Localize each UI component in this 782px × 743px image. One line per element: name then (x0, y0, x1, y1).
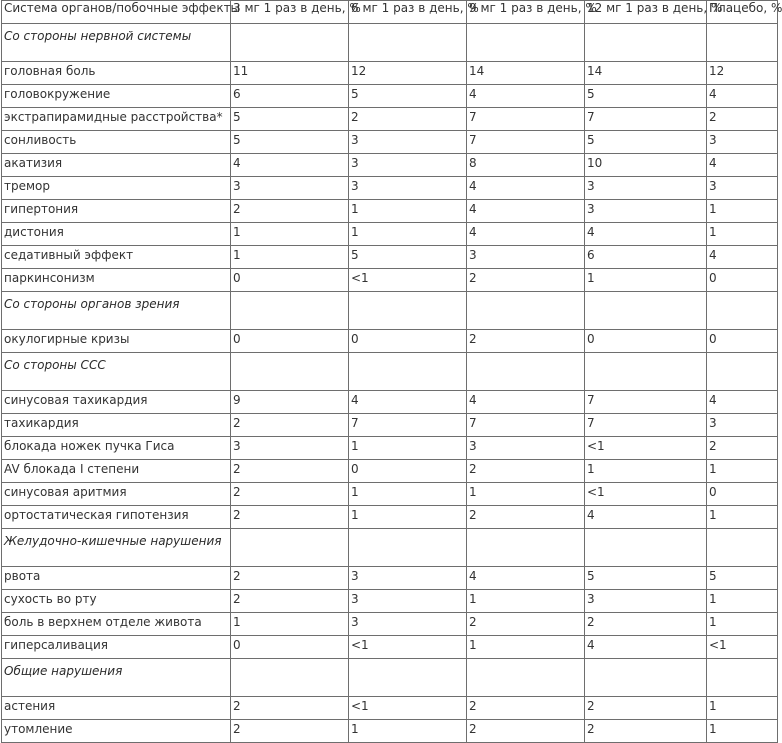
section-title: Со стороны нервной системы (2, 24, 231, 62)
value-9mg-cell: 4 (467, 200, 585, 223)
section-empty-cell (585, 659, 707, 697)
value-9mg-cell: 7 (467, 414, 585, 437)
effect-name-cell: дистония (2, 223, 231, 246)
value-3mg-cell: 3 (231, 437, 349, 460)
value-3mg-cell: 2 (231, 200, 349, 223)
table-row (2, 460, 778, 483)
section-empty-cell (707, 24, 778, 62)
effect-name-cell: AV блокада I степени (2, 460, 231, 483)
value-3mg-cell: 9 (231, 391, 349, 414)
effect-name-cell: экстрапирамидные расстройства* (2, 108, 231, 131)
header-cell-3mg: 3 мг 1 раз в день, % (231, 1, 349, 24)
value-placebo-cell: 1 (707, 506, 778, 529)
effect-name-cell: окулогирные кризы (2, 330, 231, 353)
value-9mg-cell: 2 (467, 720, 585, 743)
section-empty-cell (231, 353, 349, 391)
value-12mg-cell: 3 (585, 177, 707, 200)
section-row (2, 659, 778, 697)
section-empty-cell (585, 24, 707, 62)
value-6mg-cell: 4 (349, 391, 467, 414)
value-6mg-cell: 7 (349, 414, 467, 437)
value-6mg-cell: <1 (349, 636, 467, 659)
section-empty-cell (349, 353, 467, 391)
value-placebo-cell: <1 (707, 636, 778, 659)
table-row (2, 177, 778, 200)
effect-name-cell: рвота (2, 567, 231, 590)
value-3mg-cell: 2 (231, 567, 349, 590)
section-empty-cell (349, 659, 467, 697)
value-placebo-cell: 12 (707, 62, 778, 85)
table-row (2, 636, 778, 659)
value-3mg-cell: 6 (231, 85, 349, 108)
section-empty-cell (231, 292, 349, 330)
value-12mg-cell: 1 (585, 460, 707, 483)
value-placebo-cell: 5 (707, 567, 778, 590)
header-cell-12mg: 12 мг 1 раз в день, % (585, 1, 707, 24)
table-row (2, 200, 778, 223)
value-placebo-cell: 2 (707, 108, 778, 131)
value-6mg-cell: 5 (349, 246, 467, 269)
table-row (2, 391, 778, 414)
section-empty-cell (707, 659, 778, 697)
table-row (2, 62, 778, 85)
header-cell-9mg: 9 мг 1 раз в день, % (467, 1, 585, 24)
section-row (2, 24, 778, 62)
value-placebo-cell: 3 (707, 177, 778, 200)
value-3mg-cell: 1 (231, 246, 349, 269)
effect-name-cell: паркинсонизм (2, 269, 231, 292)
value-12mg-cell: 0 (585, 330, 707, 353)
value-3mg-cell: 3 (231, 177, 349, 200)
section-empty-cell (231, 24, 349, 62)
table-row (2, 108, 778, 131)
table-row (2, 223, 778, 246)
section-empty-cell (467, 529, 585, 567)
section-empty-cell (707, 353, 778, 391)
section-empty-cell (707, 529, 778, 567)
value-6mg-cell: 0 (349, 330, 467, 353)
header-cell-placebo: Плацебо, % (707, 1, 778, 24)
value-3mg-cell: 0 (231, 330, 349, 353)
value-6mg-cell: 1 (349, 437, 467, 460)
effect-name-cell: головокружение (2, 85, 231, 108)
value-placebo-cell: 4 (707, 154, 778, 177)
value-12mg-cell: 4 (585, 223, 707, 246)
section-empty-cell (707, 292, 778, 330)
table-row (2, 437, 778, 460)
value-12mg-cell: 1 (585, 269, 707, 292)
effect-name-cell: акатизия (2, 154, 231, 177)
value-3mg-cell: 11 (231, 62, 349, 85)
value-9mg-cell: 4 (467, 85, 585, 108)
value-3mg-cell: 4 (231, 154, 349, 177)
value-12mg-cell: 4 (585, 506, 707, 529)
value-placebo-cell: 1 (707, 223, 778, 246)
section-empty-cell (349, 529, 467, 567)
value-9mg-cell: 1 (467, 636, 585, 659)
table-row (2, 131, 778, 154)
value-9mg-cell: 2 (467, 697, 585, 720)
value-6mg-cell: 3 (349, 567, 467, 590)
effect-name-cell: утомление (2, 720, 231, 743)
table-row (2, 720, 778, 743)
value-9mg-cell: 1 (467, 483, 585, 506)
effect-name-cell: тахикардия (2, 414, 231, 437)
value-placebo-cell: 1 (707, 697, 778, 720)
effect-name-cell: боль в верхнем отделе живота (2, 613, 231, 636)
value-12mg-cell: 2 (585, 720, 707, 743)
effect-name-cell: сонливость (2, 131, 231, 154)
effect-name-cell: блокада ножек пучка Гиса (2, 437, 231, 460)
value-12mg-cell: 3 (585, 590, 707, 613)
value-6mg-cell: 2 (349, 108, 467, 131)
section-title: Общие нарушения (2, 659, 231, 697)
value-9mg-cell: 4 (467, 567, 585, 590)
section-empty-cell (231, 529, 349, 567)
table-body (2, 1, 782, 743)
header-row (2, 1, 778, 24)
effect-name-cell: ортостатическая гипотензия (2, 506, 231, 529)
value-9mg-cell: 4 (467, 177, 585, 200)
value-placebo-cell: 1 (707, 590, 778, 613)
section-row (2, 353, 778, 391)
value-6mg-cell: <1 (349, 697, 467, 720)
table-row (2, 154, 778, 177)
value-9mg-cell: 7 (467, 131, 585, 154)
value-6mg-cell: 3 (349, 613, 467, 636)
value-12mg-cell: 2 (585, 613, 707, 636)
value-12mg-cell: <1 (585, 437, 707, 460)
value-placebo-cell: 1 (707, 200, 778, 223)
section-title: Желудочно-кишечные нарушения (2, 529, 231, 567)
value-3mg-cell: 5 (231, 131, 349, 154)
header-cell-organ-system: Система органов/побочные эффекты (2, 1, 231, 24)
value-3mg-cell: 2 (231, 697, 349, 720)
table-row (2, 697, 778, 720)
table-row (2, 483, 778, 506)
section-row (2, 529, 778, 567)
value-6mg-cell: 1 (349, 200, 467, 223)
table-row (2, 613, 778, 636)
adverse-effects-table (1, 0, 782, 743)
section-empty-cell (349, 24, 467, 62)
value-6mg-cell: 12 (349, 62, 467, 85)
effect-name-cell: синусовая тахикардия (2, 391, 231, 414)
effect-name-cell: астения (2, 697, 231, 720)
value-3mg-cell: 0 (231, 636, 349, 659)
value-placebo-cell: 1 (707, 460, 778, 483)
table-row (2, 590, 778, 613)
value-3mg-cell: 1 (231, 223, 349, 246)
table-row (2, 269, 778, 292)
value-12mg-cell: 5 (585, 567, 707, 590)
value-3mg-cell: 2 (231, 460, 349, 483)
value-6mg-cell: 1 (349, 720, 467, 743)
value-12mg-cell: 5 (585, 131, 707, 154)
section-empty-cell (467, 353, 585, 391)
value-placebo-cell: 0 (707, 483, 778, 506)
section-empty-cell (585, 292, 707, 330)
value-6mg-cell: 5 (349, 85, 467, 108)
value-placebo-cell: 2 (707, 437, 778, 460)
value-12mg-cell: 7 (585, 414, 707, 437)
value-6mg-cell: 0 (349, 460, 467, 483)
table-row (2, 330, 778, 353)
value-6mg-cell: 3 (349, 131, 467, 154)
value-placebo-cell: 1 (707, 613, 778, 636)
effect-name-cell: синусовая аритмия (2, 483, 231, 506)
value-placebo-cell: 4 (707, 85, 778, 108)
section-empty-cell (585, 529, 707, 567)
value-9mg-cell: 4 (467, 223, 585, 246)
value-3mg-cell: 2 (231, 414, 349, 437)
section-row (2, 292, 778, 330)
value-9mg-cell: 3 (467, 437, 585, 460)
section-empty-cell (349, 292, 467, 330)
value-placebo-cell: 1 (707, 720, 778, 743)
value-placebo-cell: 4 (707, 246, 778, 269)
effect-name-cell: тремор (2, 177, 231, 200)
value-6mg-cell: 3 (349, 177, 467, 200)
table-row (2, 567, 778, 590)
value-6mg-cell: 1 (349, 223, 467, 246)
value-12mg-cell: <1 (585, 483, 707, 506)
effect-name-cell: гиперсаливация (2, 636, 231, 659)
value-placebo-cell: 0 (707, 269, 778, 292)
value-12mg-cell: 7 (585, 108, 707, 131)
value-6mg-cell: <1 (349, 269, 467, 292)
section-empty-cell (585, 353, 707, 391)
value-6mg-cell: 3 (349, 590, 467, 613)
table-row (2, 414, 778, 437)
section-empty-cell (467, 659, 585, 697)
value-9mg-cell: 8 (467, 154, 585, 177)
value-12mg-cell: 3 (585, 200, 707, 223)
value-placebo-cell: 3 (707, 131, 778, 154)
value-3mg-cell: 2 (231, 720, 349, 743)
value-9mg-cell: 1 (467, 590, 585, 613)
header-cell-6mg: 6 мг 1 раз в день, % (349, 1, 467, 24)
value-12mg-cell: 4 (585, 636, 707, 659)
section-empty-cell (467, 292, 585, 330)
value-6mg-cell: 1 (349, 483, 467, 506)
value-3mg-cell: 5 (231, 108, 349, 131)
value-9mg-cell: 2 (467, 269, 585, 292)
value-3mg-cell: 2 (231, 483, 349, 506)
effect-name-cell: седативный эффект (2, 246, 231, 269)
value-12mg-cell: 5 (585, 85, 707, 108)
effect-name-cell: сухость во рту (2, 590, 231, 613)
value-3mg-cell: 2 (231, 590, 349, 613)
value-9mg-cell: 7 (467, 108, 585, 131)
value-9mg-cell: 2 (467, 460, 585, 483)
value-6mg-cell: 3 (349, 154, 467, 177)
value-3mg-cell: 0 (231, 269, 349, 292)
value-12mg-cell: 10 (585, 154, 707, 177)
effect-name-cell: головная боль (2, 62, 231, 85)
value-3mg-cell: 2 (231, 506, 349, 529)
effect-name-cell: гипертония (2, 200, 231, 223)
value-6mg-cell: 1 (349, 506, 467, 529)
value-12mg-cell: 6 (585, 246, 707, 269)
value-9mg-cell: 2 (467, 613, 585, 636)
table-row (2, 246, 778, 269)
table-row (2, 85, 778, 108)
value-12mg-cell: 7 (585, 391, 707, 414)
value-9mg-cell: 14 (467, 62, 585, 85)
value-12mg-cell: 2 (585, 697, 707, 720)
value-9mg-cell: 2 (467, 330, 585, 353)
value-placebo-cell: 4 (707, 391, 778, 414)
section-title: Со стороны ССС (2, 353, 231, 391)
value-12mg-cell: 14 (585, 62, 707, 85)
section-empty-cell (467, 24, 585, 62)
value-9mg-cell: 4 (467, 391, 585, 414)
section-empty-cell (231, 659, 349, 697)
table-row (2, 506, 778, 529)
section-title: Со стороны органов зрения (2, 292, 231, 330)
value-placebo-cell: 3 (707, 414, 778, 437)
value-3mg-cell: 1 (231, 613, 349, 636)
value-placebo-cell: 0 (707, 330, 778, 353)
value-9mg-cell: 2 (467, 506, 585, 529)
value-9mg-cell: 3 (467, 246, 585, 269)
